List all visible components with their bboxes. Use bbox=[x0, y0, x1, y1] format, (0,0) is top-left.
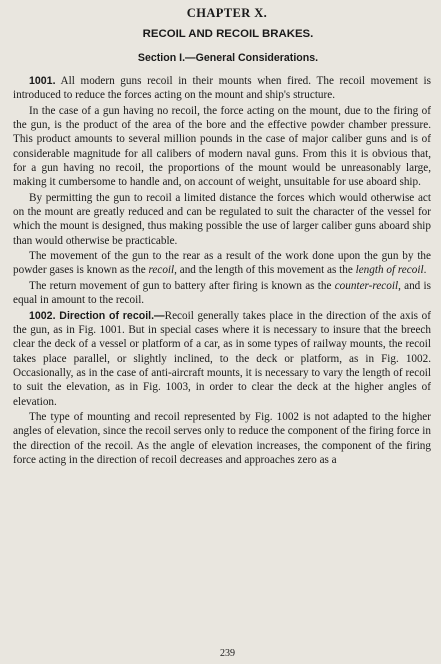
paragraph-no-recoil bbox=[13, 104, 431, 190]
paragraph-mounting-type bbox=[13, 410, 431, 467]
paragraph-heading: 1002. Direction of recoil.— bbox=[29, 309, 165, 322]
paragraph-text: By permitting the gun to recoil a limited distance the forces which would otherwise act on the mount are greatly reduced and can be regulated to suit the character of the vessel for which the mount is designed, thus making possible the use of larger caliber guns aboard ship than would otherwise be practicable. bbox=[13, 191, 431, 247]
page-number: 239 bbox=[220, 648, 235, 659]
paragraph-1002 bbox=[13, 309, 431, 409]
paragraph-text: The return movement of gun to battery after firing is known as the bbox=[29, 279, 335, 292]
term-length-of-recoil: length of recoil bbox=[355, 264, 424, 277]
paragraph-limited-recoil bbox=[13, 191, 431, 248]
section-title: Section I.—General Considerations. bbox=[137, 52, 319, 64]
paragraph-text: The type of mounting and recoil represented by Fig. 1002 is not adapted to the higher angles of elevation, since the recoil serves only to reduce the component of the firing force in the direction of the recoil. As the angle of elevation increases, the component of the firing force acting in the direction of recoil decreases and approaches zero as a bbox=[13, 410, 431, 466]
term-counter-recoil: counter-recoil bbox=[334, 279, 399, 292]
chapter-title: RECOIL AND RECOIL BRAKES. bbox=[142, 28, 314, 40]
term-recoil: recoil bbox=[148, 264, 175, 277]
paragraph-text: All modern guns recoil in their mounts when fired. The recoil movement is introduced to reduce the forces acting on the mount and ship's structure. bbox=[13, 75, 431, 102]
paragraph-counter-recoil bbox=[13, 279, 431, 308]
paragraph-text: , and the length of this movement as the bbox=[174, 264, 356, 277]
chapter-number: CHAPTER X. bbox=[186, 6, 268, 20]
paragraph-text: . bbox=[423, 264, 427, 277]
paragraph-text: In the case of a gun having no recoil, the force acting on the mount, due to the firing of the gun, is the product of the area of the bore and the effective powder chamber pressure. This product amounts to several million pounds in the case of major caliber guns and is of considerable magnitude for all calibers of modern naval guns. From this it is obvious that, for a gun having no recoil, the proportions of the mount would be unreasonably large, making it cumbersome to handle and, on account of weight, unsuitable for use aboard ship. bbox=[13, 104, 431, 189]
paragraph-text: , and is equal in amount to the recoil. bbox=[13, 279, 431, 307]
paragraph-text: The movement of the gun to the rear as a result of the work done upon the gun by the powder gases is known as the bbox=[13, 250, 431, 277]
paragraph-1001 bbox=[13, 74, 431, 103]
paragraph-number: 1001. bbox=[29, 75, 56, 87]
paragraph-text: Recoil generally takes place in the direction of the axis of the gun, as in Fig. 1001. But in special cases where it is necessary to insure that the breech clear the deck of a vessel or platform of a car, as in some types of railway mounts, the recoil takes place parallel, or slightly inclined, to the deck or platform, as in Fig. 1002. Occasionally, as in the case of anti-aircraft mounts, it is necessary to vary the length of recoil to suit the elevation, as in Fig. 1003, in order to clear the deck at the higher angles of elevation. bbox=[13, 309, 431, 408]
body-text bbox=[13, 74, 431, 467]
paragraph-recoil-definition bbox=[13, 249, 431, 278]
